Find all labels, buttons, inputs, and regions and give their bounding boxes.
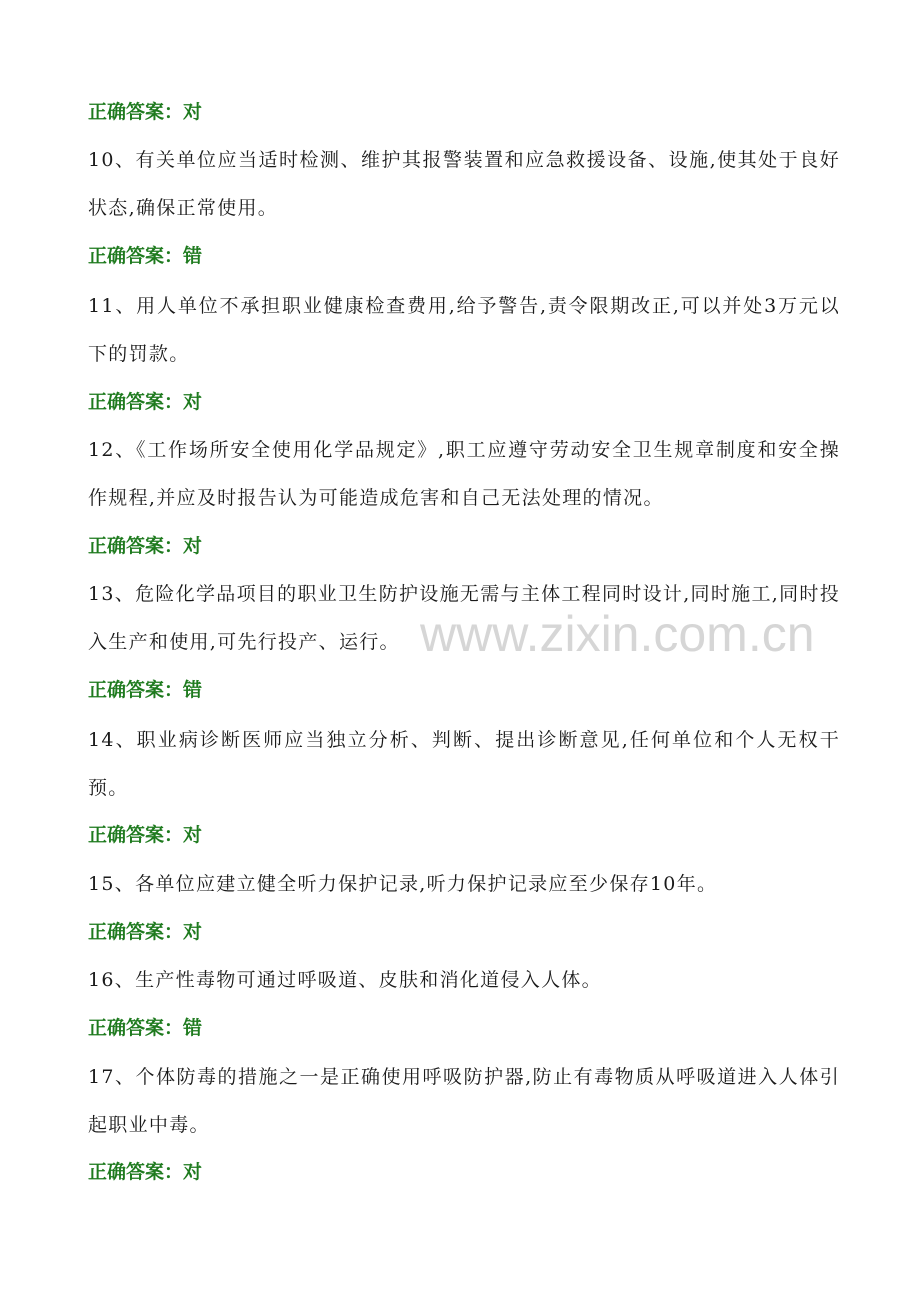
question-12: 12、《工作场所安全使用化学品规定》,职工应遵守劳动安全卫生规章制度和安全操作规程,并应及时报告认为可能造成危害和自己无法处理的情况。: [88, 439, 840, 509]
watermark: www.zixin.com.cn: [420, 606, 815, 662]
answer-line: 正确答案：对: [88, 535, 203, 557]
question-13: 13、危险化学品项目的职业卫生防护设施无需与主体工程同时设计,同时施工,同时投入生产和使用,可先行投产、运行。: [88, 583, 840, 653]
question-17: 17、个体防毒的措施之一是正确使用呼吸防护器,防止有毒物质从呼吸道进入人体引起职业中毒。: [88, 1066, 840, 1136]
question-10: 10、有关单位应当适时检测、维护其报警装置和应急救援设备、设施,使其处于良好状态,确保正常使用。: [88, 149, 840, 219]
answer-line: 正确答案：错: [88, 679, 203, 701]
answer-line: 正确答案：错: [88, 1017, 203, 1039]
answer-line: 正确答案：对: [88, 1161, 203, 1183]
answer-line: 正确答案：错: [88, 245, 203, 267]
answer-line: 正确答案：对: [88, 391, 203, 413]
answer-line: 正确答案：对: [88, 824, 203, 846]
question-11: 11、用人单位不承担职业健康检查费用,给予警告,责令限期改正,可以并处3万元以下的罚款。: [88, 295, 840, 365]
answer-line: 正确答案：对: [88, 921, 203, 943]
answer-line: 正确答案：对: [88, 101, 203, 123]
question-16: 16、生产性毒物可通过呼吸道、皮肤和消化道侵入人体。: [88, 969, 602, 991]
question-14: 14、职业病诊断医师应当独立分析、判断、提出诊断意见,任何单位和个人无权干预。: [88, 729, 840, 799]
question-15: 15、各单位应建立健全听力保护记录,听力保护记录应至少保存10年。: [88, 873, 718, 895]
